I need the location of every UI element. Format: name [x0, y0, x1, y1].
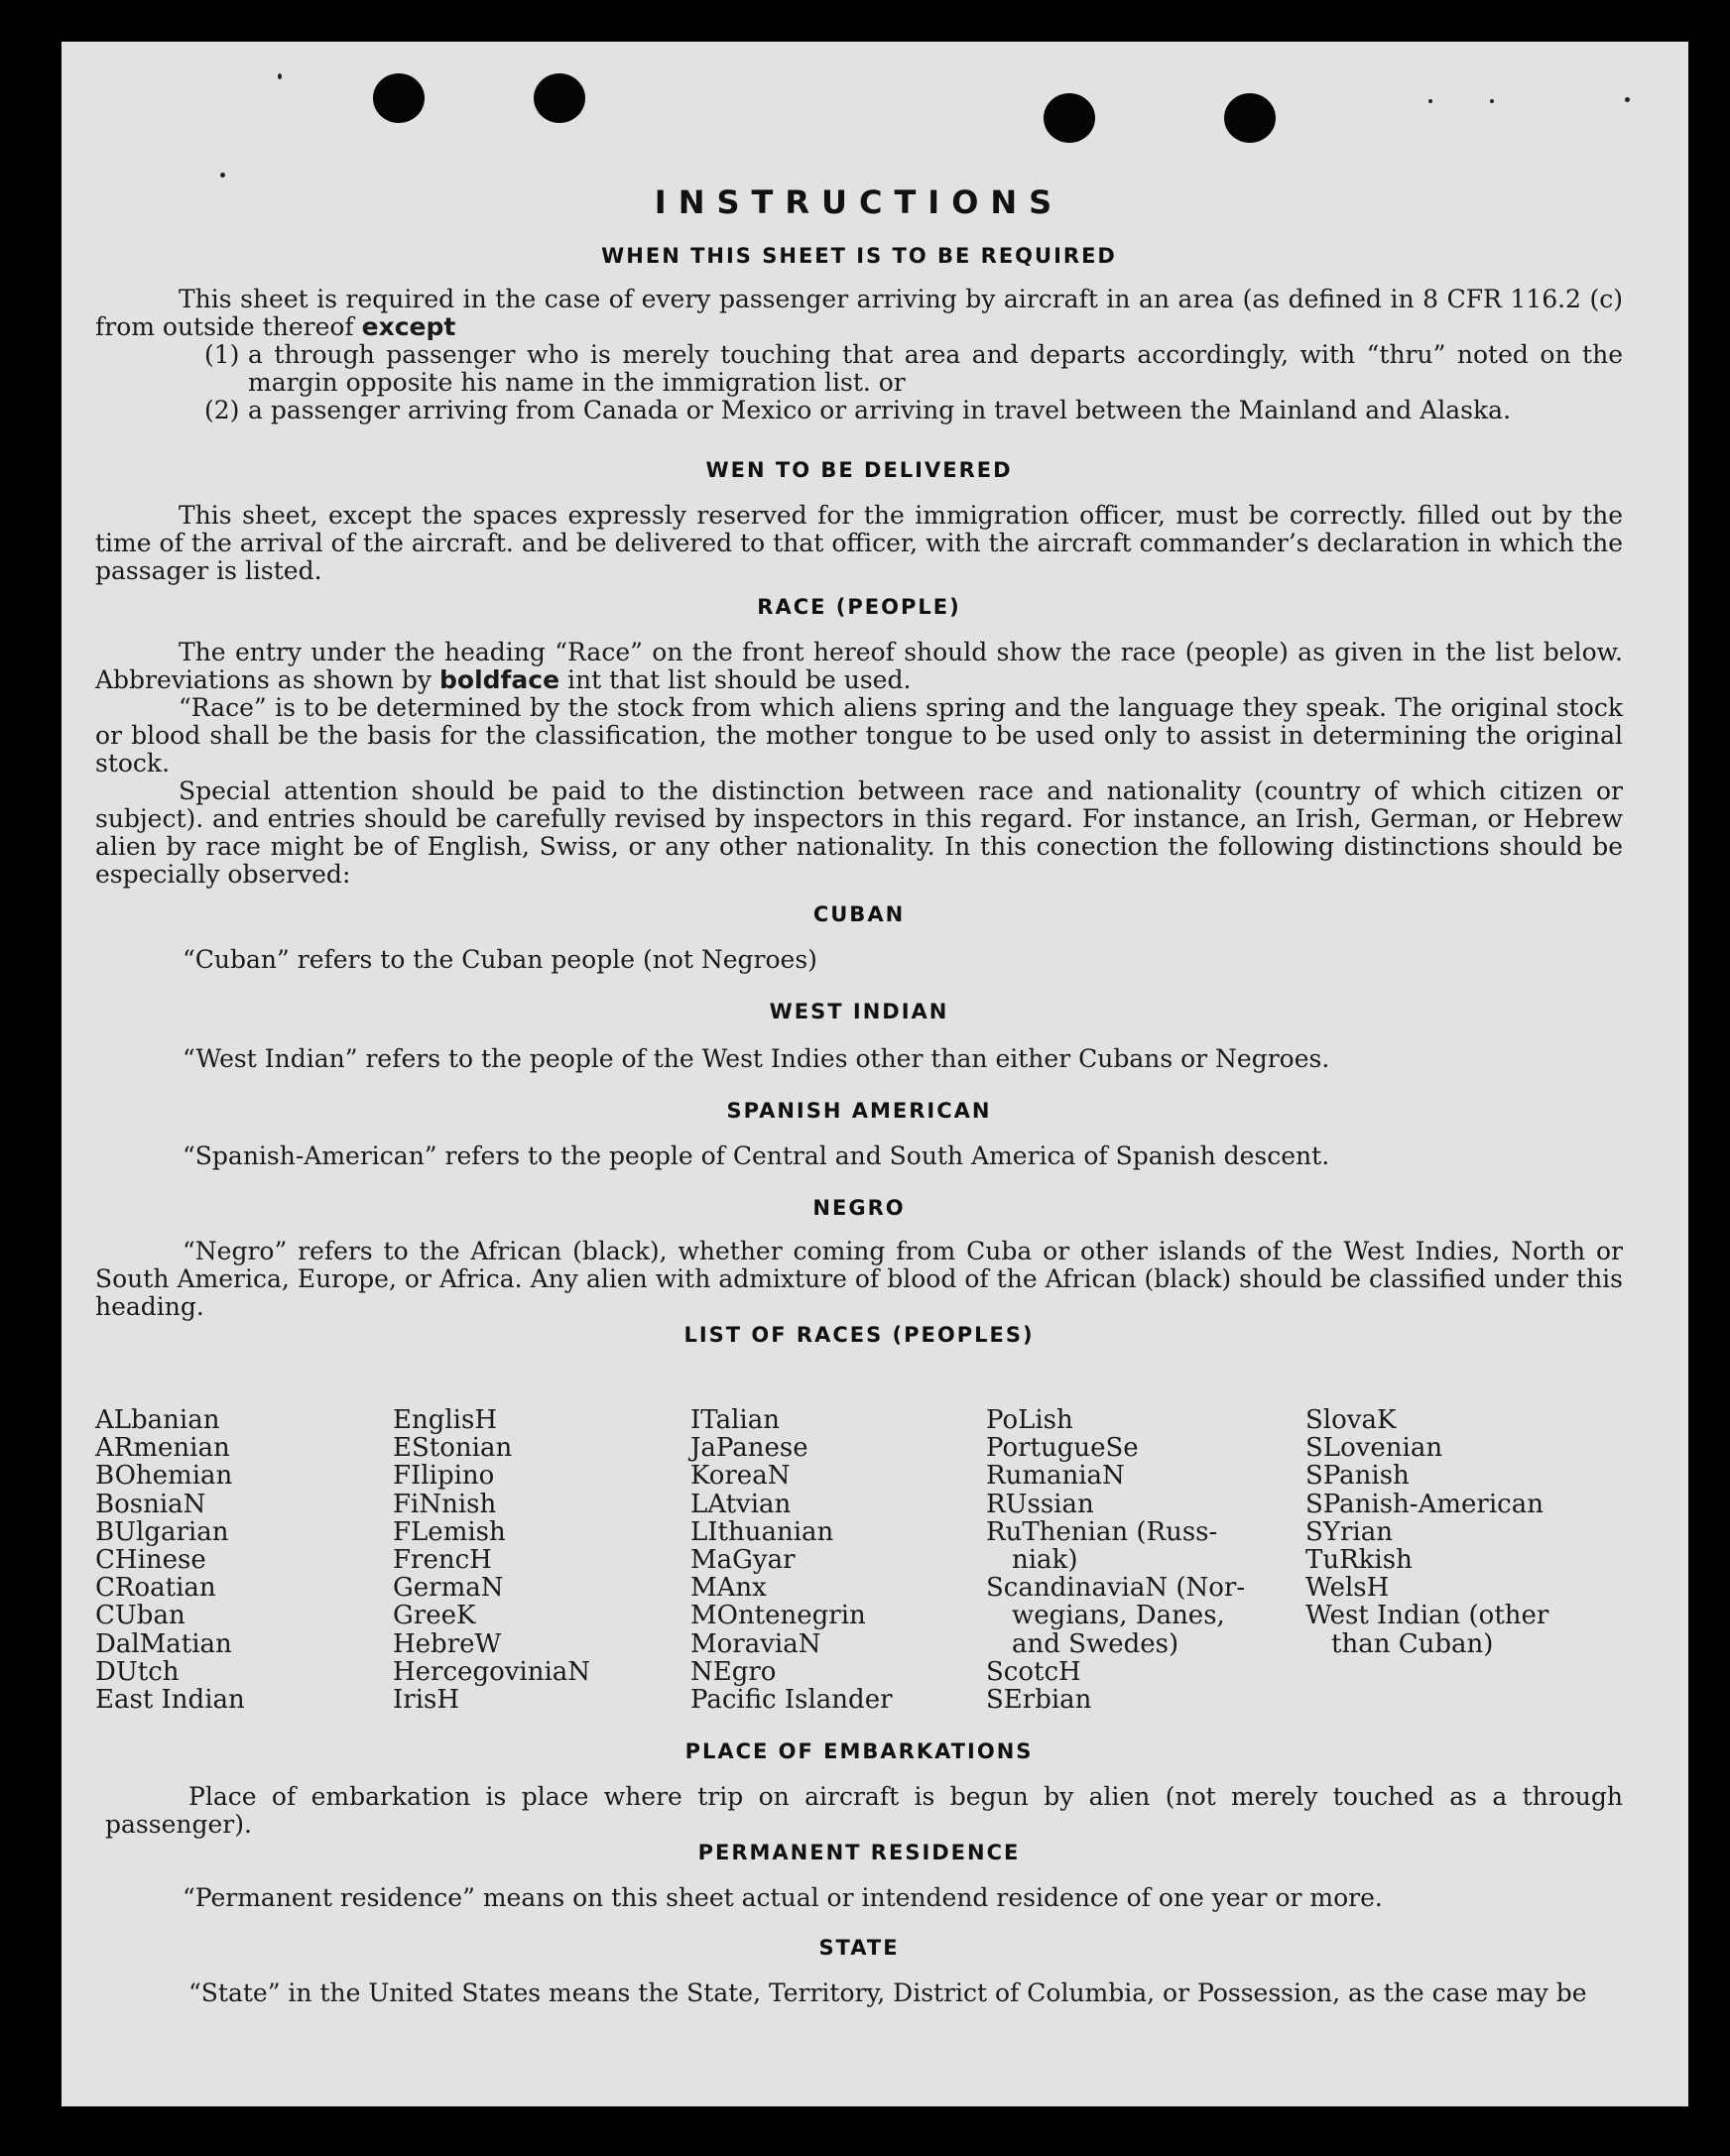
race-entry: GermaN: [393, 1573, 504, 1604]
race-entry: EStonian: [393, 1433, 513, 1464]
race-paragraph-1: The entry under the heading “Race” on the front hereof should show the race (people) as given in the list below. Abbreviations as shown by boldface int that list should be used.: [95, 638, 1623, 694]
heading-list-of-races: LIST OF RACES (PEOPLES): [683, 1323, 1035, 1347]
races-column-4: [986, 1406, 1245, 1714]
heading-cuban: CUBAN: [812, 902, 906, 926]
speck: [220, 173, 225, 178]
heading-when-required: WHEN THIS SHEET IS TO BE REQUIRED: [601, 244, 1117, 268]
race-entry: HercegoviniaN: [393, 1656, 591, 1687]
speck: [1428, 99, 1432, 103]
race-entry: LIthuanian: [690, 1516, 834, 1547]
residence-text: “Permanent residence” means on this sheet actual or intendend residence of one year or more.: [183, 1883, 1383, 1912]
race-entry: FiNnish: [393, 1489, 497, 1519]
race-paragraph-2: “Race” is to be determined by the stock from which aliens spring and the language they speak. The original stock or blood shall be the basis for the classification, the mother tongue to be used only to assist in determining the original stock.: [95, 693, 1623, 778]
race-entry: FLemish: [393, 1516, 506, 1547]
race-entry: GreeK: [393, 1601, 476, 1631]
race-entry: JaPanese: [690, 1433, 808, 1464]
speck: [278, 73, 282, 79]
document-page: [62, 42, 1688, 2106]
race-entry: KoreaN: [690, 1461, 791, 1492]
race-entry: FrencH: [393, 1545, 492, 1576]
race-entry: FIlipino: [393, 1461, 495, 1492]
heading-spanish-american: SPANISH AMERICAN: [726, 1099, 992, 1123]
race-entry: Pacific Islander: [690, 1685, 893, 1716]
race-entry: TuRkish: [1305, 1545, 1413, 1576]
race-entry: EnglisH: [393, 1405, 498, 1435]
races-column-1: [95, 1406, 245, 1714]
exception-item: (1) a through passenger who is merely touching that area and departs accordingly, with “thru” noted on the margin opposite his name in the immigration list. or: [204, 340, 1623, 397]
negro-text: “Negro” refers to the African (black), whether coming from Cuba or other islands of the West Indies, North or South America, Europe, or Africa. Any alien with admixture of blood of the African (black) should be classified under this heading.: [95, 1237, 1623, 1321]
race-entry: DalMatian: [95, 1628, 232, 1659]
races-column-3: [690, 1406, 893, 1714]
race-entry: HebreW: [393, 1628, 502, 1659]
delivered-text: This sheet, except the spaces expressly reserved for the immigration officer, must be correctly. filled out by the time of the arrival of the aircraft. and be delivered to that officer, with the aircraft commander’s declaration in which the passager is listed.: [95, 501, 1623, 585]
race-entry: RumaniaN: [986, 1461, 1125, 1492]
heading-negro: NEGRO: [812, 1196, 906, 1220]
race-entry: LAtvian: [690, 1489, 792, 1519]
race-entry: BOhemian: [95, 1461, 233, 1492]
race-entry: IrisH: [393, 1685, 460, 1716]
heading-residence: PERMANENT RESIDENCE: [697, 1841, 1021, 1864]
race-entry: MaGyar: [690, 1545, 796, 1576]
punch-hole: [1044, 93, 1095, 143]
heading-west-indian: WEST INDIAN: [769, 1000, 949, 1023]
race-entry: BUlgarian: [95, 1516, 229, 1547]
race-entry: MoraviaN: [690, 1628, 821, 1659]
west-indian-text: “West Indian” refers to the people of the West Indies other than either Cubans or Negroes.: [183, 1044, 1330, 1073]
race-entry: MOntenegrin: [690, 1601, 866, 1631]
race-entry: ScotcH: [986, 1656, 1081, 1687]
punch-hole: [373, 73, 425, 123]
race-entry: DUtch: [95, 1656, 180, 1687]
exception-item: (2) a passenger arriving from Canada or Mexico or arriving in travel between the Mainland and Alaska.: [204, 396, 1512, 424]
race-entry: CRoatian: [95, 1573, 216, 1604]
race-entry: RUssian: [986, 1489, 1094, 1519]
races-column-5: [1305, 1406, 1548, 1658]
race-entry: CHinese: [95, 1545, 206, 1576]
punch-hole: [534, 73, 585, 123]
race-entry: SlovaK: [1305, 1405, 1397, 1435]
heading-race: RACE (PEOPLE): [757, 595, 961, 619]
race-entry: SPanish-American: [1305, 1489, 1544, 1519]
race-entry: ITalian: [690, 1405, 780, 1435]
when-required-intro: This sheet is required in the case of every passenger arriving by aircraft in an area (as defined in 8 CFR 116.2 (c) from outside thereof except: [95, 285, 1623, 341]
page-title: INSTRUCTIONS: [654, 183, 1064, 221]
race-entry: NEgro: [690, 1656, 777, 1687]
heading-state: STATE: [818, 1936, 900, 1960]
race-paragraph-3: Special attention should be paid to the distinction between race and nationality (country of which citizen or subject). and entries should be carefully revised by inspectors in this regard. For instance, an Irish, German, or Hebrew alien by race might be of English, Swiss, or any other nationality. In this conection the following distinctions should be especially observed:: [95, 777, 1623, 889]
speck: [1490, 99, 1494, 103]
spanish-american-text: “Spanish-American” refers to the people of Central and South America of Spanish descent.: [183, 1141, 1330, 1170]
race-entry: SYrian: [1305, 1516, 1393, 1547]
speck: [1625, 97, 1630, 102]
race-entry: niak): [1012, 1545, 1078, 1576]
race-entry: SPanish: [1305, 1461, 1410, 1492]
race-entry: East Indian: [95, 1685, 245, 1716]
race-entry: WelsH: [1305, 1573, 1390, 1604]
race-entry: PortugueSe: [986, 1433, 1139, 1464]
race-entry: and Swedes): [1012, 1628, 1179, 1659]
race-entry: ALbanian: [95, 1405, 220, 1435]
race-entry: MAnx: [690, 1573, 767, 1604]
race-entry: SErbian: [986, 1685, 1092, 1716]
cuban-text: “Cuban” refers to the Cuban people (not Negroes): [183, 945, 817, 974]
race-entry: West Indian (other: [1305, 1601, 1549, 1631]
race-entry: than Cuban): [1331, 1628, 1494, 1659]
heading-delivered: WEN TO BE DELIVERED: [705, 458, 1013, 482]
embarkation-text: Place of embarkation is place where trip on aircraft is begun by alien (not merely touched as a through passenger).: [105, 1782, 1623, 1839]
state-text: “State” in the United States means the State, Territory, District of Columbia, or Possession, as the case may be: [188, 1978, 1587, 2007]
race-entry: wegians, Danes,: [1012, 1601, 1225, 1631]
race-entry: RuThenian (Russ-: [986, 1516, 1218, 1547]
heading-embarkation: PLACE OF EMBARKATIONS: [684, 1739, 1034, 1763]
race-entry: ARmenian: [95, 1433, 230, 1464]
race-entry: PoLish: [986, 1405, 1073, 1435]
race-entry: ScandinaviaN (Nor-: [986, 1573, 1246, 1604]
race-entry: CUban: [95, 1601, 185, 1631]
punch-hole: [1224, 93, 1276, 143]
race-entry: SLovenian: [1305, 1433, 1443, 1464]
race-entry: BosniaN: [95, 1489, 206, 1519]
races-column-2: [393, 1406, 590, 1714]
